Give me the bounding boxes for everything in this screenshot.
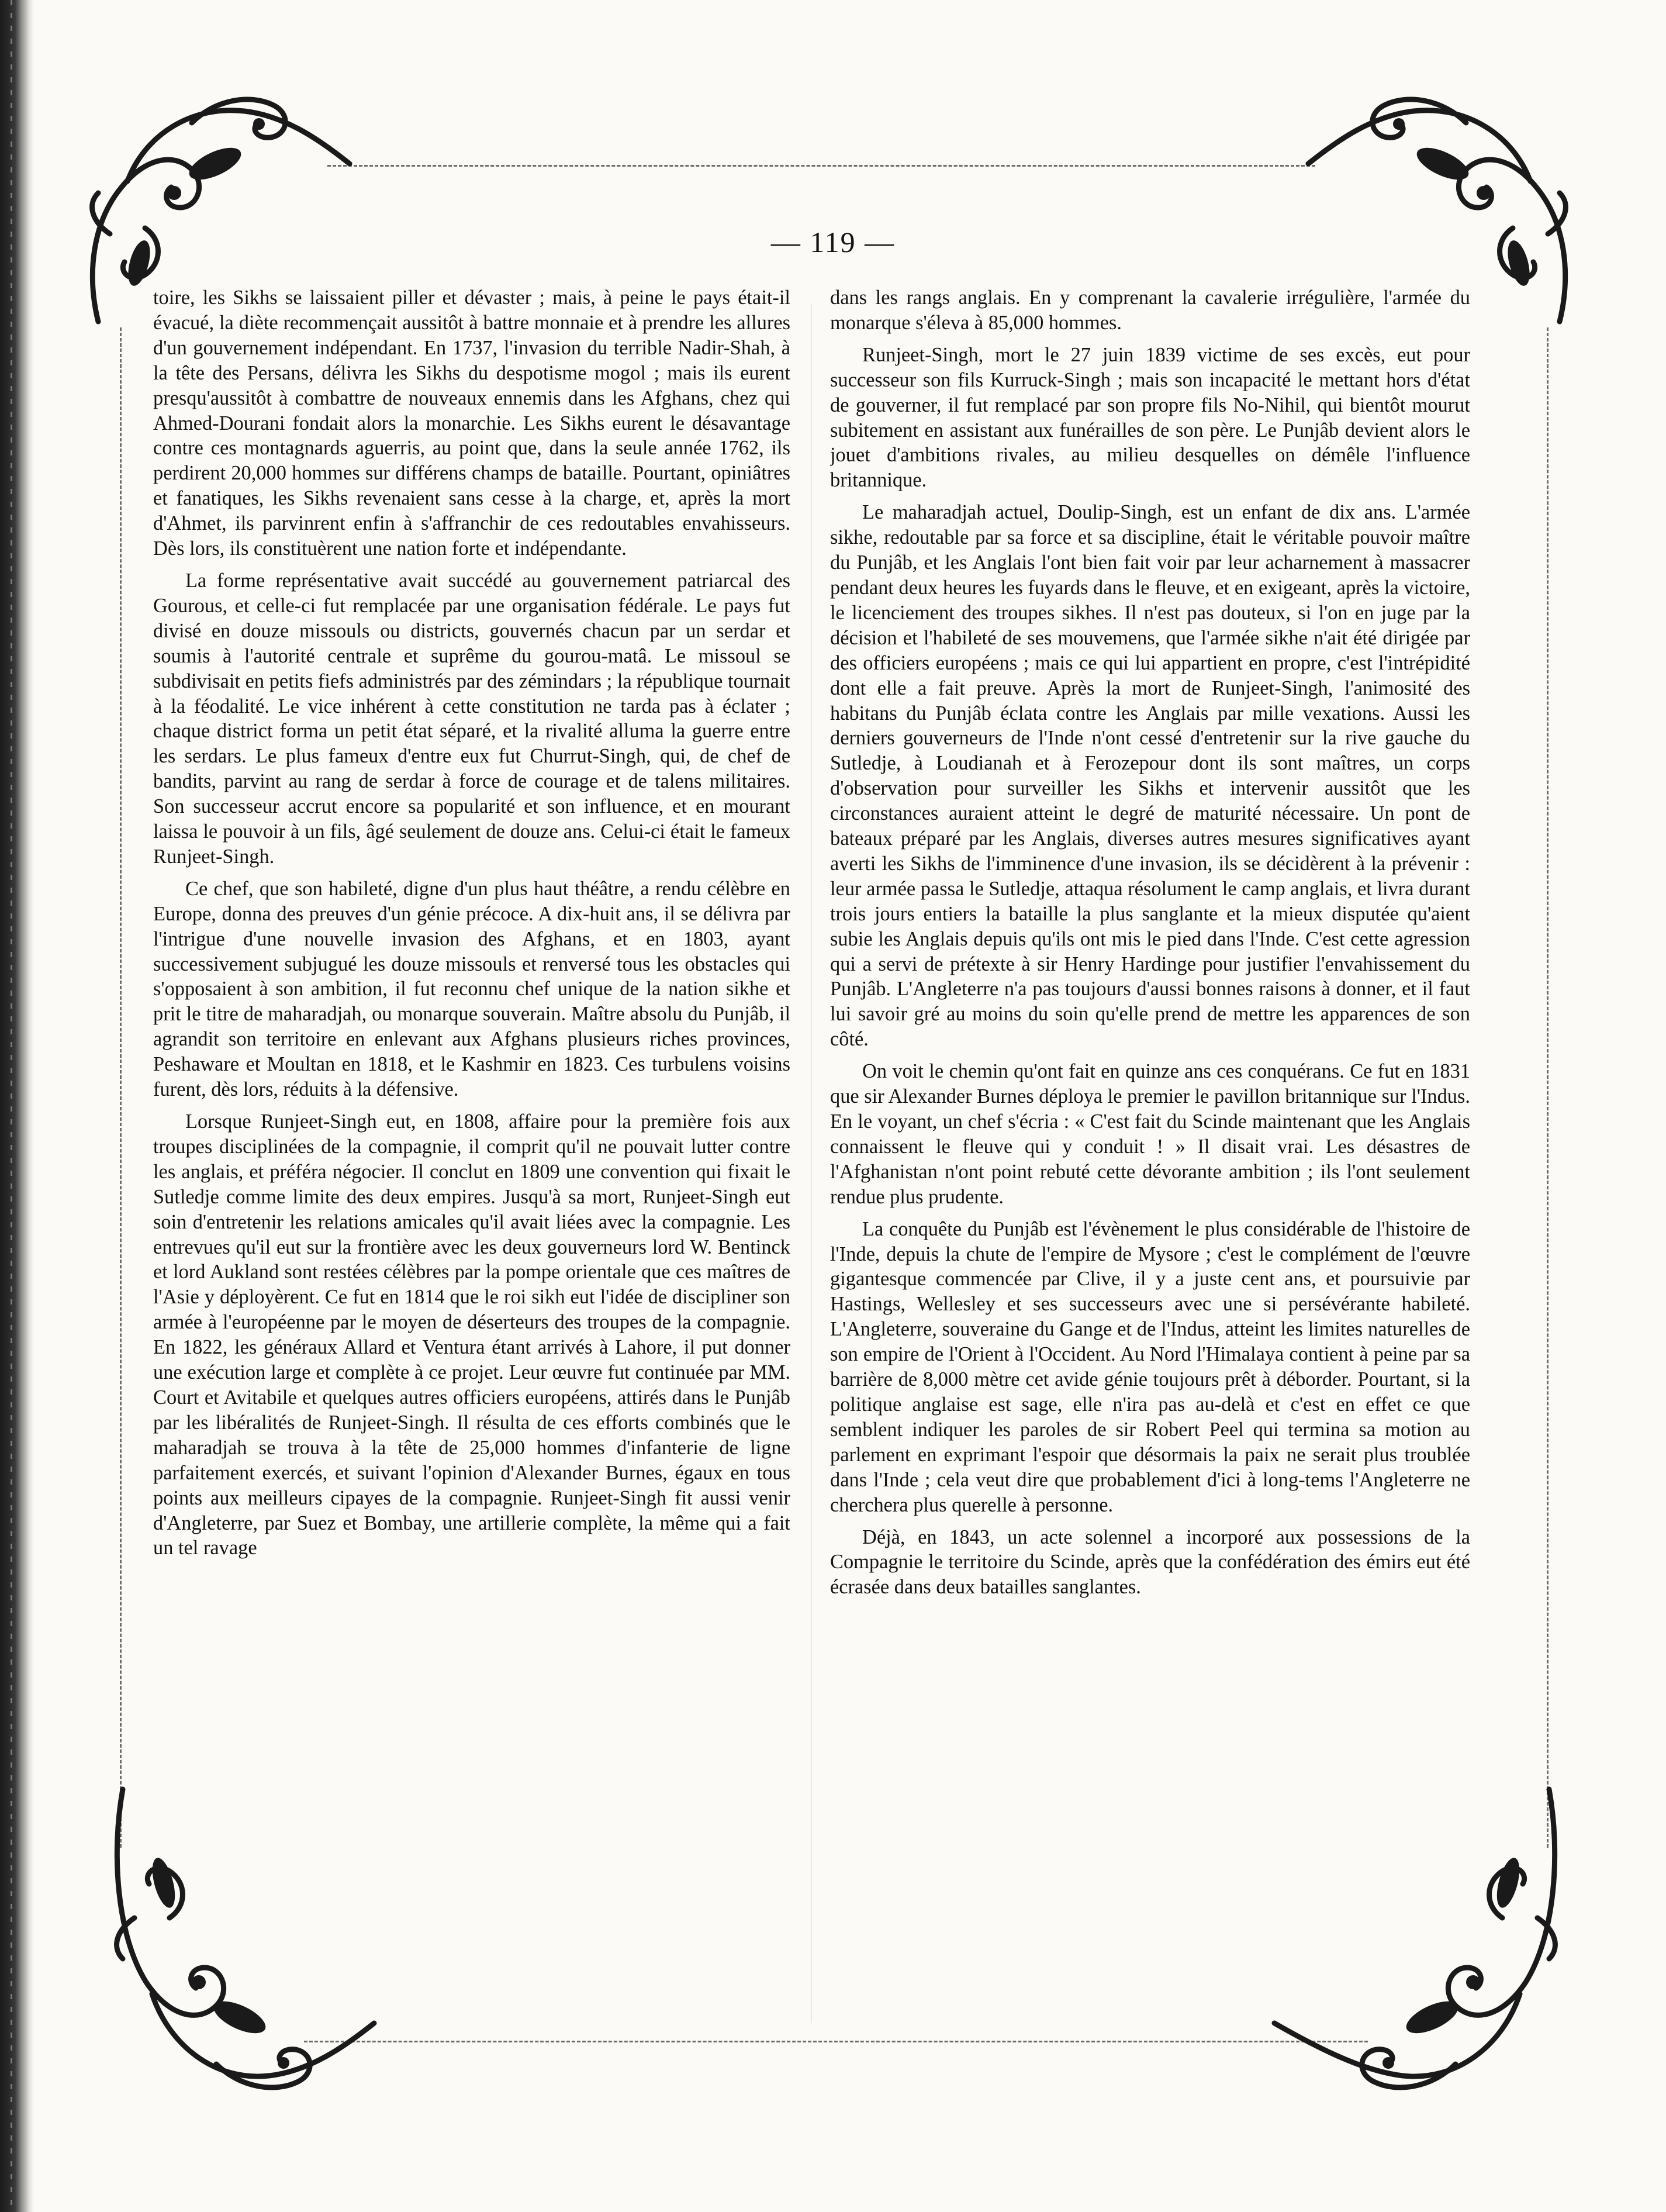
top-dashed-border (327, 165, 1315, 167)
book-binding-edge (0, 0, 34, 2212)
paragraph: dans les rangs anglais. En y comprenant la cavalerie irrégulière, l'armée du monarque s'éleva à 85,000 hommes. (830, 287, 1470, 334)
page-number: — 119 — (770, 226, 896, 258)
right-text-column (830, 285, 1470, 2022)
paragraph: Lorsque Runjeet-Singh eut, en 1808, affaire pour la première fois aux troupes disciplinées de la compagnie, il comprit qu'il ne pouvait lutter contre les anglais, et préféra négocier. Il conclut en 1809 une convention qui fixait le Sutledje comme limite des deux empires. Jusqu'à sa mort, Runjeet-Singh eut soin d'entretenir les relations amicales qu'il avait liées avec la compagnie. Les entrevues qu'il eut sur la frontière avec les deux gouverneurs lord W. Bentinck et lord Aukland sont restées célèbres par la pompe orientale que ces maîtres de l'Asie y déployèrent. Ce fut en 1814 que le roi sikh eut l'idée de discipliner son armée à l'européenne par le moyen de déserteurs des troupes de la compagnie. En 1822, les généraux Allard et Ventura étant arrivés à Lahore, il put donner une exécution large et complète à ce projet. Leur œuvre fut continuée par MM. Court et Avitabile et quelques autres officiers européens, attirés dans le Punjâb par les libéralités de Runjeet-Singh. Il résulta de ces efforts combinés que le maharadjah se trouva à la tête de 25,000 hommes d'infanterie de ligne parfaitement exercés, et suivant l'opinion d'Alexander Burnes, égaux en tous points aux meilleurs cipayes de la compagnie. Runjeet-Singh fit aussi venir d'Angleterre, par Suez et Bombay, une artillerie complète, la même qui a fait un tel ravage (153, 1110, 790, 1559)
left-dashed-border (120, 327, 122, 1848)
paragraph: On voit le chemin qu'ont fait en quinze ans ces conquérans. Ce fut en 1831 que sir Alexander Burnes déploya le premier le pavillon britannique sur l'Indus. En le voyant, un chef s'écria : « C'est fait du Scinde maintenant que les Anglais connaissent le fleuve qui y conduit ! » Il disait vrai. Les désastres de l'Afghanistan n'ont point rebuté cette dévorante ambition ; ils l'ont seulement rendue plus prudente. (830, 1060, 1470, 1208)
bottom-dashed-border (304, 2041, 1368, 2042)
paragraph: Runjeet-Singh, mort le 27 juin 1839 victime de ses excès, eut pour successeur son fils Kurruck-Singh ; mais son incapacité le mettant hors d'état de gouverner, il fut remplacé par son propre fils No-Nihil, qui bientôt mourut subitement en assistant aux funérailles de son père. Le Punjâb devient alors le jouet d'ambitions rivales, au milieu desquelles on démêle l'influence britannique. (830, 343, 1470, 492)
left-text-column (153, 285, 790, 2022)
paragraph: Le maharadjah actuel, Doulip-Singh, est un enfant de dix ans. L'armée sikhe, redoutable par sa force et sa discipline, était le véritable pouvoir maître du Punjâb, et les Anglais l'ont bien fait voir par leur acharnement à massacrer pendant deux heures les fuyards dans le fleuve, et en exigeant, après la victoire, le licenciement des troupes sikhes. Il n'est pas douteux, si l'on en juge par la décision et l'habileté de ses mouvemens, que l'armée sikhe n'ait été dirigée par des officiers européens ; mais ce qui lui appartient en propre, c'est l'intrépidité dont elle a fait preuve. Après la mort de Runjeet-Singh, l'animosité des habitans du Punjâb éclata contre les Anglais par mille vexations. Aussi les derniers gouverneurs de l'Inde n'ont cessé d'entretenir sur la rive gauche du Sutledje, à Loudianah et à Ferozepour dont ils sont maîtres, un corps d'observation pour surveiller les Sikhs et intervenir aussitôt que les circonstances auraient atteint le degré de maturité nécessaire. Un pont de bateaux préparé par les Anglais, diverses autres mesures significatives ayant averti les Sikhs de l'imminence d'une invasion, ils se décidèrent à la prévenir : leur armée passa le Sutledje, attaqua résolument le camp anglais, et livra durant trois jours entiers la bataille la plus sanglante et la mieux disputée qu'aient subie les Anglais depuis qu'ils ont mis le pied dans l'Inde. C'est cette agression qui a servi de prétexte à sir Henry Hardinge pour justifier l'envahissement du Punjâb. L'Angleterre n'a pas toujours d'aussi bonnes raisons à donner, et il faut lui savoir gré au moins du soin qu'elle prend de mettre les apparences de son côté. (830, 501, 1470, 1051)
paragraph: Déjà, en 1843, un acte solennel a incorporé aux possessions de la Compagnie le territoire du Scinde, après que la confédération des émirs eut été écrasée dans deux batailles sanglantes. (830, 1526, 1470, 1599)
paragraph: toire, les Sikhs se laissaient piller et dévaster ; mais, à peine le pays était-il évacué, la diète recommençait aussitôt à battre monnaie et à prendre les allures d'un gouvernement indépendant. En 1737, l'invasion du terrible Nadir-Shah, à la tête des Persans, délivra les Sikhs du despotisme mogol ; mais ils eurent presqu'aussitôt à combattre de nouveaux ennemis dans les Afghans, chez qui Ahmed-Dourani fondait alors la monarchie. Les Sikhs eurent le désavantage contre ces montagnards aguerris, au point que, dans la seule année 1762, ils perdirent 20,000 hommes sur différens champs de bataille. Pourtant, opiniâtres et fanatiques, les Sikhs revenaient sans cesse à la charge, et, après la mort d'Ahmet, ils parvinrent enfin à s'affranchir de ces redoutables envahisseurs. Dès lors, ils constituèrent une nation forte et indépendante. (153, 287, 790, 560)
paragraph: La conquête du Punjâb est l'évènement le plus considérable de l'histoire de l'Inde, depuis la chute de l'empire de Mysore ; c'est le complément de l'œuvre gigantesque commencée par Clive, il y a juste cent ans, et poursuivie par Hastings, Wellesley et ses successeurs avec une si persévérante habileté. L'Angleterre, souveraine du Gange et de l'Indus, atteint les limites naturelles de son empire de l'Orient à l'Occident. Au Nord l'Himalaya contient à peine par sa barrière de 8,000 mètre cet avide génie toujours prêt à déborder. Pourtant, si la politique anglaise est sage, elle n'ira pas au-delà et c'est en effet ce que semblent indiquer les paroles de sir Robert Peel qui termina sa motion au parlement en exprimant l'espoir que désormais la paix ne serait plus troublée dans l'Inde ; cela veut dire que probablement d'ici à long-tems l'Angleterre ne cherchera plus querelle à personne. (830, 1217, 1470, 1516)
paragraph: Ce chef, que son habileté, digne d'un plus haut théâtre, a rendu célèbre en Europe, donna des preuves d'un génie précoce. A dix-huit ans, il se délivra par l'intrigue d'une nouvelle invasion des Afghans, et en 1803, ayant successivement subjugué les douze missouls et renversé tous les obstacles qui s'opposaient à son ambition, il fut reconnu chef unique de la nation sikhe et prit le titre de maharadjah, ou monarque souverain. Maître absolu du Punjâb, il agrandit son territoire en enlevant aux Afghans plusieurs riches provinces, Peshaware et Moultan en 1818, et le Kashmir en 1823. Ces turbulens voisins furent, dès lors, réduits à la défensive. (153, 877, 790, 1101)
right-dashed-border (1547, 327, 1549, 1848)
paragraph: La forme représentative avait succédé au gouvernement patriarcal des Gourous, et celle-ci fut remplacée par une organisation fédérale. Le pays fut divisé en douze missouls ou districts, gouvernés chacun par un serdar et soumis à l'autorité centrale et suprême du gourou-matâ. Le missoul se subdivisait en petits fiefs administrés par des zémindars ; la république tournait à la féodalité. Le vice inhérent à cette constitution ne tarda pas à éclater ; chaque district forma un petit état séparé, et la rivalité alluma la guerre entre les serdars. Le plus fameux d'entre eux fut Churrut-Singh, qui, de chef de bandits, parvint au rang de serdar à force de courage et de talens militaires. Son successeur accrut encore sa popularité et son influence, et en mourant laissa le pouvoir à un fils, âgé seulement de douze ans. Celui-ci était le fameux Runjeet-Singh. (153, 569, 790, 868)
